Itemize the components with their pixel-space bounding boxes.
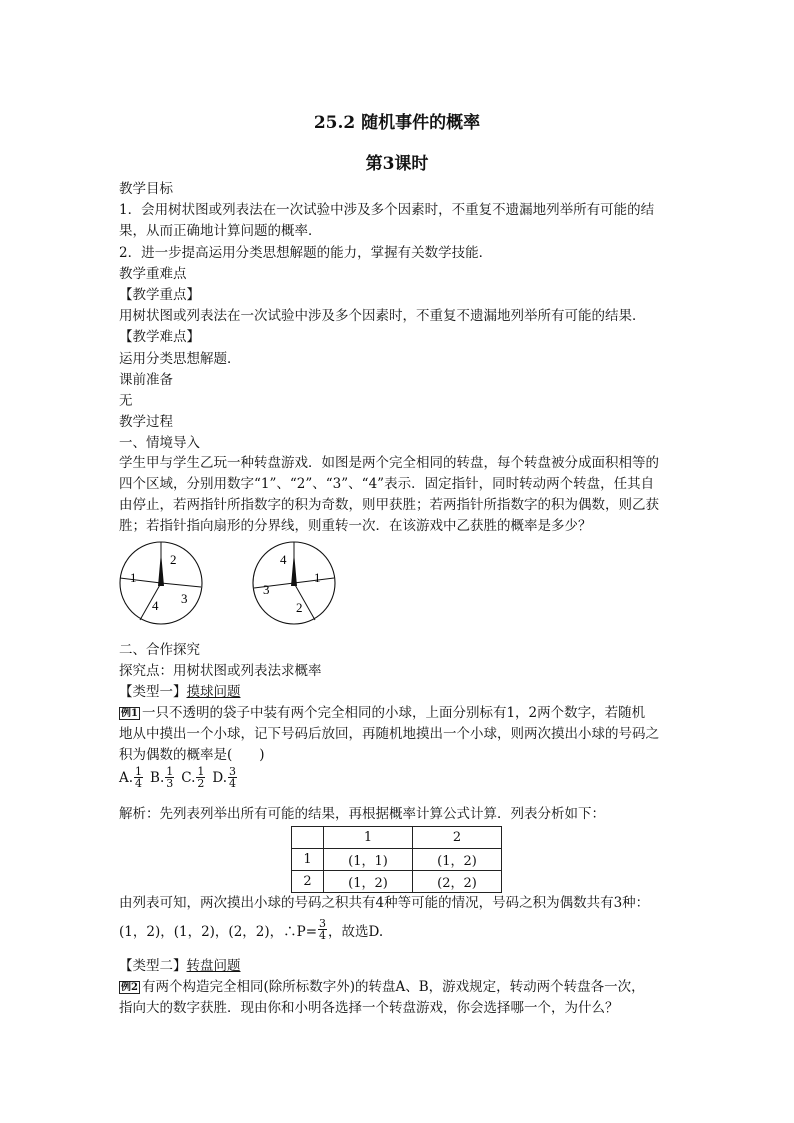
table-cell: (1，2) [324,871,413,893]
fraction-numerator: 3 [319,917,327,930]
difficulty-label: 【教学难点】 [119,329,200,345]
example-1-text: 一只不透明的袋子中装有两个完全相同的小球，上面分别标有1，2两个数字，若随机 [141,705,646,721]
option-fraction [228,766,237,789]
conclusion-prefix: (1，2)，(1，2)，(2，2)，∴P= [119,923,318,940]
example-1-line-2: 地从中摸出一个小球，记下号码后放回，再随机地摸出一个小球，则两次摸出小球的号码之 [119,726,659,742]
answer-fraction [318,918,327,941]
example-1-line-1 [119,703,645,723]
spinner-left-label: 3 [181,591,188,606]
key-point-label: 【教学重点】 [119,287,200,303]
conclusion-line-2 [119,918,383,941]
table-cell: 1 [292,849,324,871]
fraction-denominator: 4 [229,777,237,790]
section-2-heading: 二、合作探究 [119,642,200,658]
table-cell: 1 [324,827,413,849]
spinner-right-label: 2 [296,600,303,615]
table-cell [292,827,324,849]
outcome-table [291,826,502,893]
prep: 无 [119,393,133,409]
table-cell: (2，2) [413,871,502,893]
spinner-right-label: 3 [263,582,270,597]
spinner-left-label: 4 [152,598,159,613]
type-1-name: 摸球问题 [186,684,241,700]
fraction-numerator: 1 [166,765,174,778]
section-1-heading: 一、情境导入 [119,435,200,451]
option-fraction [134,766,143,789]
fraction-numerator: 1 [197,765,205,778]
option-fraction [165,766,174,789]
spinner-right [251,540,337,626]
goal-1-line-2: 果，从而正确地计算问题的概率． [119,223,322,239]
fraction-numerator: 3 [229,765,237,778]
option-letter: A. [119,769,134,786]
fraction-denominator: 4 [319,929,327,942]
example-2-text: 有两个构造完全相同(除所标数字外)的转盘A、B，游戏规定，转动两个转盘各一次， [141,979,645,995]
key-heading: 教学重难点 [119,266,187,282]
example-2-line-1 [119,977,645,997]
goal-1-line-1: 1．会用树状图或列表法在一次试验中涉及多个因素时，不重复不遗漏地列举所有可能的结 [119,202,655,218]
goal-2: 2．进一步提高运用分类思想解题的能力，掌握有关数学技能． [119,245,493,261]
option-d [212,766,238,789]
example-2-line-2: 指向大的数字获胜．现由你和小明各选择一个转盘游戏，你会选择哪一个，为什么？ [119,1000,619,1016]
key-point: 用树状图或列表法在一次试验中涉及多个因素时，不重复不遗漏地列举所有可能的结果． [119,308,646,324]
spinner-left [118,540,204,626]
option-b [150,766,175,789]
page-title: 25.2 随机事件的概率 [313,113,481,133]
example-1-line-3: 积为偶数的概率是( ) [119,747,265,763]
option-c [181,766,206,789]
example-1-badge: 例1 [121,708,138,719]
intro-line-4: 胜；若指针指向扇形的分界线，则重转一次．在该游戏中乙获胜的概率是多少？ [119,518,592,534]
table-row [292,871,502,893]
option-letter: D. [212,769,228,786]
type-2-label: 【类型二】 [119,958,187,974]
option-a [119,766,144,789]
conclusion-suffix: ，故选D. [328,923,384,940]
analysis-text: 解析：先列表列举出所有可能的结果，再根据概率计算公式计算．列表分析如下： [119,806,605,822]
spinner-right-label: 1 [314,570,321,585]
goals-heading: 教学目标 [119,181,173,197]
fraction-denominator: 4 [135,777,143,790]
spinner-right-label: 4 [280,552,287,567]
fraction-denominator: 3 [166,777,174,790]
answer-options [119,766,244,789]
type-1-label: 【类型一】 [119,684,187,700]
explore-point: 探究点：用树状图或列表法求概率 [119,663,322,679]
intro-line-3: 由停止，若两指针所指数字的积为奇数，则甲获胜；若两指针所指数字的积为偶数，则乙获 [119,497,659,513]
table-cell: (1，2) [413,849,502,871]
prep-heading: 课前准备 [119,372,173,388]
type-1-heading [119,682,241,702]
type-2-name: 转盘问题 [186,958,241,974]
intro-line-2: 四个区域，分别用数字“1”、“2”、“3”、“4”表示．固定指针，同时转动两个转盘，任其自 [119,476,655,492]
table-header-row [292,827,502,849]
fraction-numerator: 1 [135,765,143,778]
spinner-left-label: 1 [130,570,137,585]
fraction-denominator: 2 [197,777,205,790]
intro-line-1: 学生甲与学生乙玩一种转盘游戏．如图是两个完全相同的转盘，每个转盘被分成面积相等的 [119,455,659,471]
option-letter: C. [181,769,196,786]
page-subtitle: 第3课时 [365,154,429,174]
conclusion-line-1: 由列表可知，两次摸出小球的号码之积共有4种等可能的情况，号码之积为偶数共有3种： [119,895,650,911]
spinner-left-label: 2 [170,552,177,567]
option-fraction [196,766,205,789]
difficulty: 运用分类思想解题． [119,351,241,367]
table-cell: 2 [292,871,324,893]
process-heading: 教学过程 [119,414,173,430]
option-letter: B. [150,769,165,786]
table-cell: (1，1) [324,849,413,871]
example-2-badge: 例2 [121,982,138,993]
table-row [292,849,502,871]
type-2-heading [119,956,241,976]
table-cell: 2 [413,827,502,849]
